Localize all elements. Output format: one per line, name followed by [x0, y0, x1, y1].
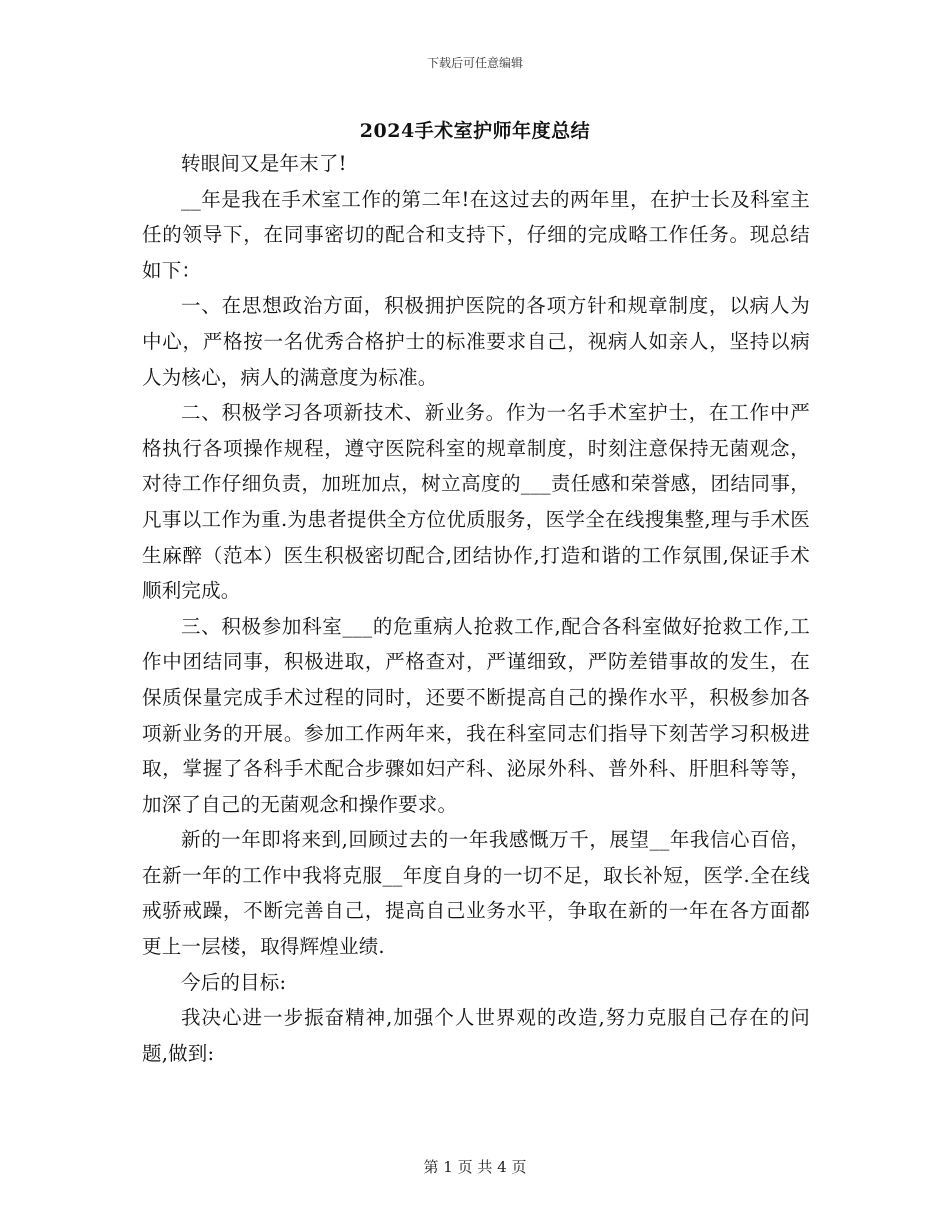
paragraph: 今后的目标:	[181, 970, 287, 994]
page-footer-number: 第 1 页 共 4 页	[423, 1158, 527, 1176]
page-header-note: 下载后可任意编辑	[426, 56, 523, 70]
paragraph: 二、积极学习各项新技术、新业务。作为一名手术室护士，在工作中严格执行各项操作规程，遵守医院科室的规章制度，时刻注意保持无菌观念，对待工作仔细负责，加班加点，树立高度的___责任感和荣誉感，团结同事，凡事以工作为重.为患者提供全方位优质服务，医学全在线搜集整,理与手术医生麻醉（范本）医生积极密切配合,团结协作,打造和谐的工作氛围,保证手术顺利完成。	[142, 401, 810, 603]
paragraph: 我决心进一步振奋精神,加强个人世界观的改造,努力克服自己存在的问题,做到:	[142, 1006, 810, 1065]
paragraph: 三、积极参加科室___的危重病人抢救工作,配合各科室做好抢救工作,工作中团结同事，积极进取，严格查对，严谨细致，严防差错事故的发生，在保质保量完成手术过程的同时，还要不断提高自己的操作水平，积极参加各项新业务的开展。参加工作两年来，我在科室同志们指导下刻苦学习积极进取，掌握了各科手术配合步骤如妇产科、泌尿外科、普外科、肝胆科等等，加深了自己的无菌观念和操作要求。	[142, 614, 810, 816]
paragraph: 转眼间又是年末了!	[181, 152, 347, 175]
document-title: 2024手术室护师年度总结	[359, 120, 591, 142]
document-body	[142, 146, 810, 1071]
paragraph: 新的一年即将来到,回顾过去的一年我感慨万千，展望__年我信心百倍，在新一年的工作中我将克服__年度自身的一切不足，取长补短，医学.全在线戒骄戒躁，不断完善自己，提高自己业务水平，争取在新的一年在各方面都更上一层楼，取得辉煌业绩.	[142, 828, 810, 959]
paragraph: 一、在思想政治方面，积极拥护医院的各项方针和规章制度，以病人为中心，严格按一名优秀合格护士的标准要求自己，视病人如亲人，坚持以病人为核心，病人的满意度为标准。	[142, 294, 810, 389]
paragraph: __年是我在手术室工作的第二年!在这过去的两年里，在护士长及科室主任的领导下，在同事密切的配合和支持下，仔细的完成略工作任务。现总结如下：	[142, 187, 810, 282]
